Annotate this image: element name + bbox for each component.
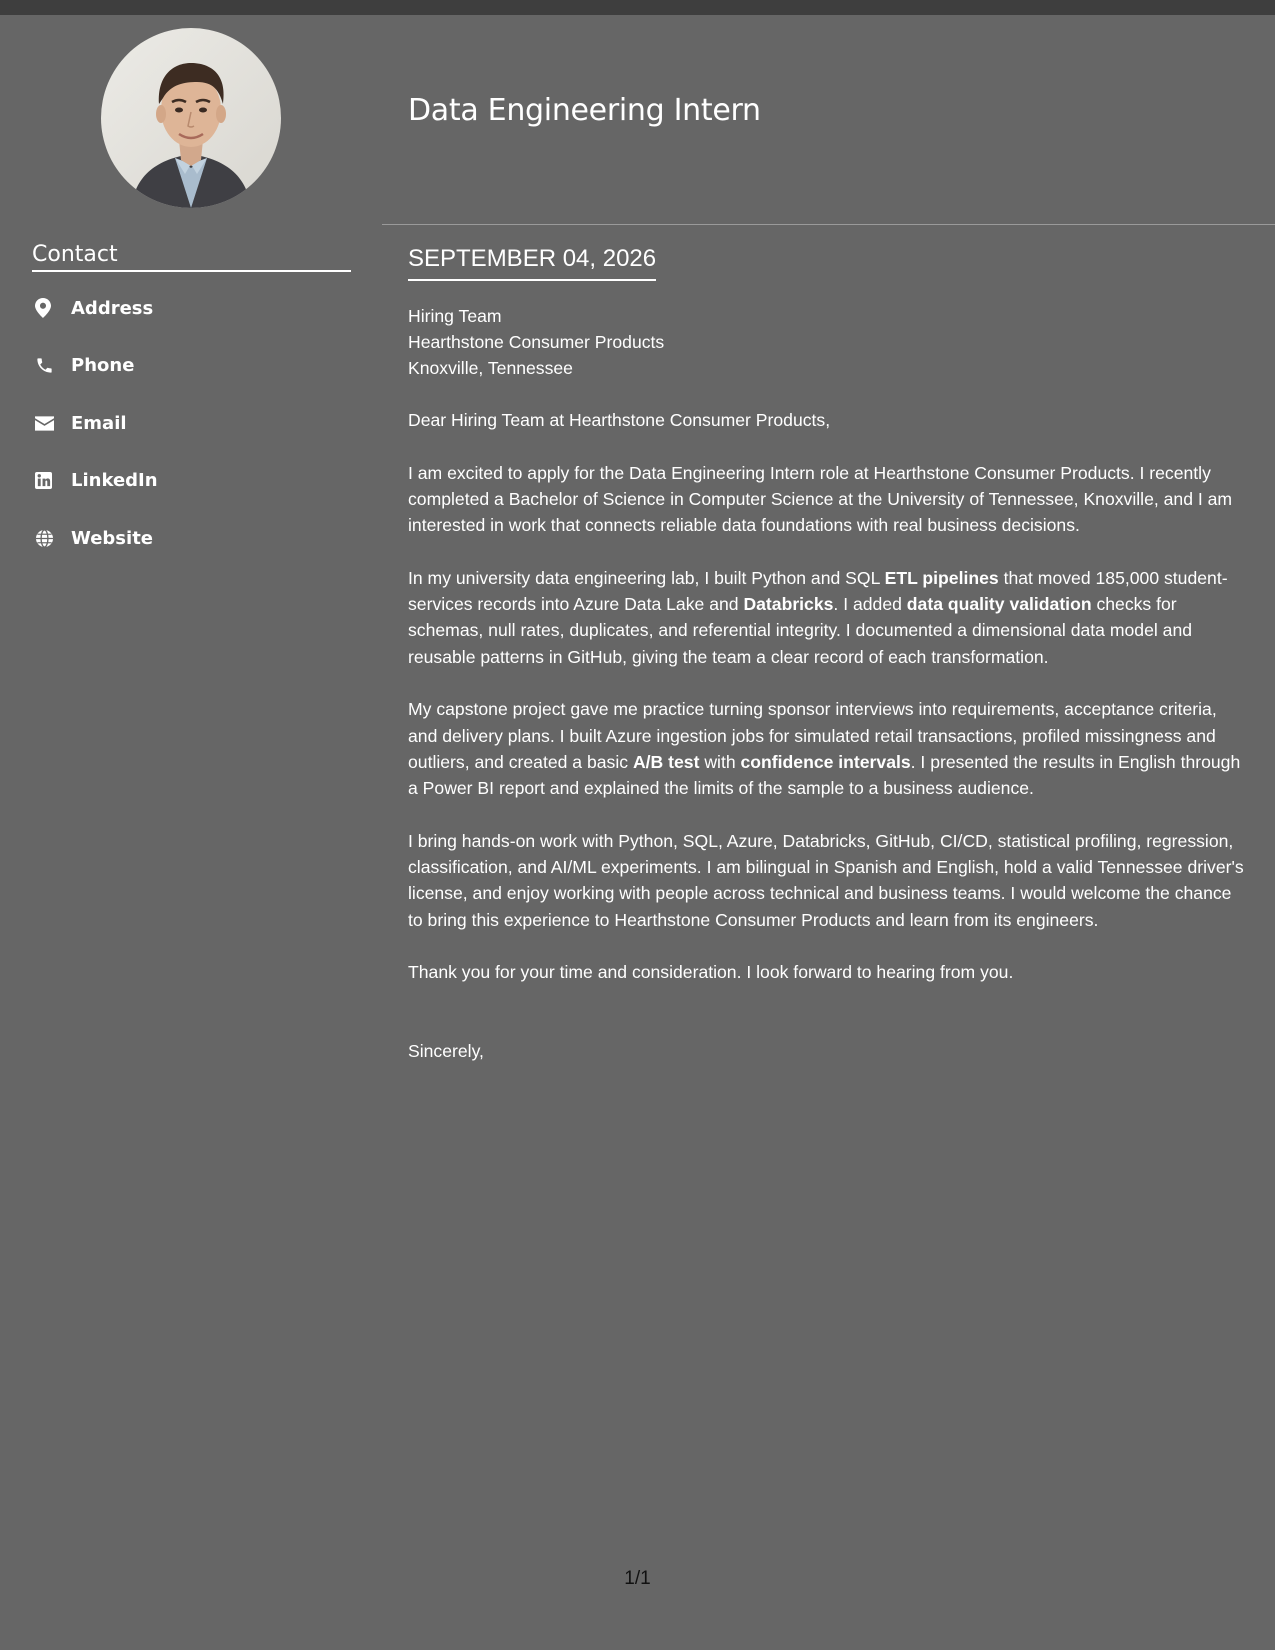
highlight-data-quality: data quality validation <box>906 594 1092 615</box>
top-strip <box>0 0 1275 15</box>
highlight-ab-test: A/B test <box>632 751 700 772</box>
globe-icon <box>35 527 61 549</box>
closing: Sincerely, <box>408 1040 484 1061</box>
paragraph-intro: I am excited to apply for the Data Engineering Intern role at Hearthstone Consumer Products. I recently completed a Bachelor of Science in Computer Science at the University of Tennessee, Knoxville, and I am interested in work that connects reliable data foundations with real business decisions. <box>408 462 1233 536</box>
page-number: 1/1 <box>624 1568 651 1589</box>
contact-heading: Contact <box>32 241 351 272</box>
title-divider <box>382 224 1275 225</box>
letter-body <box>408 303 1246 1090</box>
profile-photo <box>101 28 281 208</box>
letter-main <box>382 15 1275 1650</box>
contact-item-email[interactable] <box>32 410 352 436</box>
text-segment: checks for schemas, null rates, duplicates, and referential integrity. I documented a dimensional data model and reusable patterns in GitHub, giving the team a clear record of each transformation. <box>408 594 1193 667</box>
contact-item-address[interactable] <box>32 295 352 321</box>
salutation: Dear Hiring Team at Hearthstone Consumer Products, <box>408 410 831 430</box>
contact-item-phone[interactable] <box>32 353 352 379</box>
contact-label-website: Website <box>71 527 154 549</box>
highlight-etl-pipelines: ETL pipelines <box>884 567 999 588</box>
paragraph-capstone <box>408 696 1246 801</box>
contact-label-linkedin: LinkedIn <box>71 470 158 491</box>
map-pin-icon <box>35 297 61 319</box>
contact-label-email: Email <box>71 412 127 434</box>
recipient-block <box>408 303 1246 381</box>
contact-label-address: Address <box>71 297 154 319</box>
job-title: Data Engineering Intern <box>408 93 761 128</box>
paragraph-lab-experience <box>408 565 1246 670</box>
contact-item-website[interactable] <box>32 525 352 551</box>
text-segment: . I added <box>833 594 907 615</box>
contact-label-phone: Phone <box>71 355 135 376</box>
linkedin-icon <box>35 470 61 492</box>
contact-item-linkedin[interactable] <box>32 468 352 494</box>
recipient-company: Hearthstone Consumer Products <box>408 332 665 352</box>
recipient-name: Hiring Team <box>408 306 502 326</box>
envelope-icon <box>35 412 61 434</box>
letter-date: SEPTEMBER 04, 2026 <box>408 244 656 281</box>
paragraph-skills: I bring hands-on work with Python, SQL, Azure, Databricks, GitHub, CI/CD, statistical profiling, regression, classification, and AI/ML experiments. I am bilingual in Spanish and English, hold a valid Tennessee driver's license, and enjoy working with people across technical and business teams. I would welcome the chance to bring this experience to Hearthstone Consumer Products and learn from its engineers. <box>408 830 1244 930</box>
highlight-confidence-intervals: confidence intervals <box>740 751 911 772</box>
text-segment: My capstone project gave me practice turning sponsor interviews into requirements, acceptance criteria, and delivery plans. I built Azure ingestion jobs for simulated retail transactions, profiled missingness and outliers, and created a basic <box>408 699 1217 772</box>
phone-icon <box>35 355 61 377</box>
highlight-databricks: Databricks <box>743 594 834 615</box>
text-segment: In my university data engineering lab, I built Python and SQL <box>408 567 885 588</box>
recipient-location: Knoxville, Tennessee <box>408 358 573 378</box>
contact-list <box>32 295 352 583</box>
text-segment: with <box>699 751 741 772</box>
sidebar <box>0 15 382 1650</box>
text-segment: that moved 185,000 student-services records into Azure Data Lake and <box>408 567 1228 615</box>
text-segment: . I presented the results in English through a Power BI report and explained the limits of the sample to a business audience. <box>408 751 1241 799</box>
paragraph-thanks: Thank you for your time and consideration. I look forward to hearing from you. <box>408 962 1014 983</box>
